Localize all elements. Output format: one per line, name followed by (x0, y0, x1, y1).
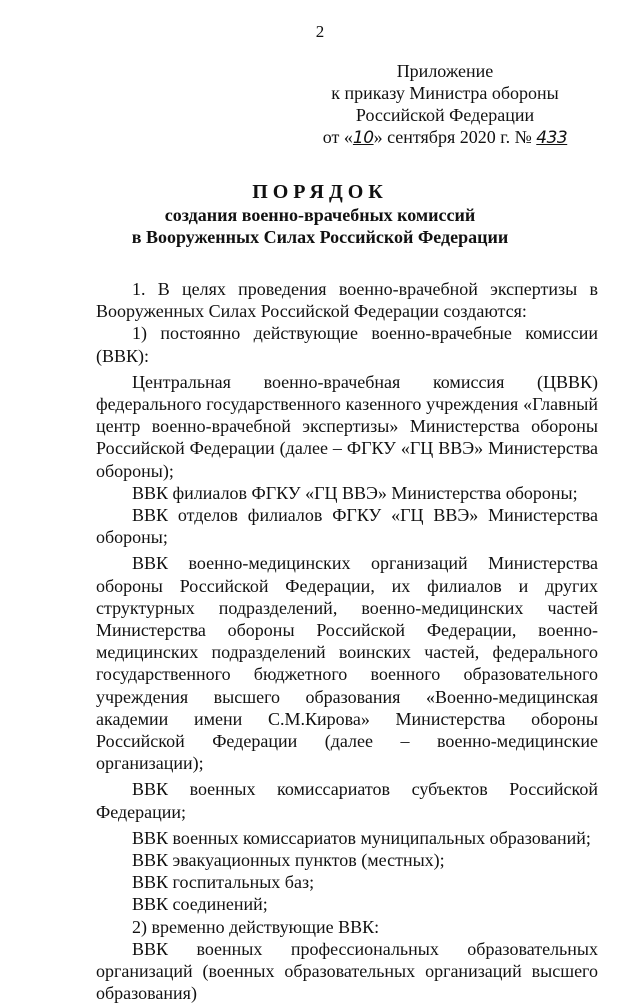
subtitle-line-2: в Вооруженных Силах Российской Федерации (131, 227, 509, 247)
date-prefix: от « (322, 127, 353, 147)
paragraph: ВВК госпитальных баз; (132, 872, 315, 893)
appendix-line-1: Приложение (396, 61, 494, 81)
handwritten-day: 10 (352, 128, 374, 148)
appendix-header (305, 60, 585, 149)
subtitle-line-1: создания военно-врачебных комиссий (164, 205, 476, 225)
paragraph: ВВК военно-медицинских организаций Министерства обороны Российской Федерации, их филиалов и других структурных подразделений, военно-медицинских частей Министерства обороны Российской Федерации, военно-медицинских подразделений воинских частей, федерального государственного бюджетного военного образовательного учреждения высшего образования «Военно-медицинская академии имени С.М.Кирова» Министерства обороны Российской Федерации (далее – военно-медицинские организации); (96, 553, 598, 774)
paragraph: ВВК отделов филиалов ФГКУ «ГЦ ВВЭ» Министерства обороны; (96, 505, 598, 548)
appendix-line-3: Российской Федерации (355, 105, 535, 125)
paragraph: ВВК филиалов ФГКУ «ГЦ ВВЭ» Министерства обороны; (132, 482, 578, 503)
document-title-block (0, 180, 640, 248)
paragraph: 1. В целях проведения военно-врачебной экспертизы в Вооруженных Силах Российской Федерации создаются: (96, 279, 598, 322)
paragraph: ВВК соединений; (132, 894, 268, 915)
handwritten-order-number: 433 (536, 128, 568, 148)
paragraph: ВВК эвакуационных пунктов (местных); (132, 850, 445, 871)
paragraph: Центральная военно-врачебная комиссия (ЦВВК) федерального государственного казенного учреждения «Главный центр военно-врачебной экспертизы» Министерства обороны Российской Федерации (далее – ФГКУ «ГЦ ВВЭ» Министерства обороны); (96, 371, 598, 481)
appendix-line-2: к приказу Министра обороны (331, 83, 559, 103)
paragraph: 1) постоянно действующие военно-врачебные комиссии (ВВК): (96, 323, 598, 366)
order-date-line (305, 126, 585, 149)
date-middle: » сентября 2020 г. № (373, 127, 532, 147)
document-title: ПОРЯДОК (252, 181, 388, 203)
paragraph: ВВК военных комиссариатов субъектов Российской Федерации; (96, 779, 598, 822)
paragraph: ВВК военных профессиональных образовательных организаций (военных образовательных организаций высшего образования) (96, 938, 598, 1004)
page-number: 2 (315, 22, 325, 41)
document-body (96, 278, 598, 1005)
paragraph: ВВК военных комиссариатов муниципальных образований; (132, 827, 591, 848)
paragraph: 2) временно действующие ВВК: (132, 916, 380, 937)
